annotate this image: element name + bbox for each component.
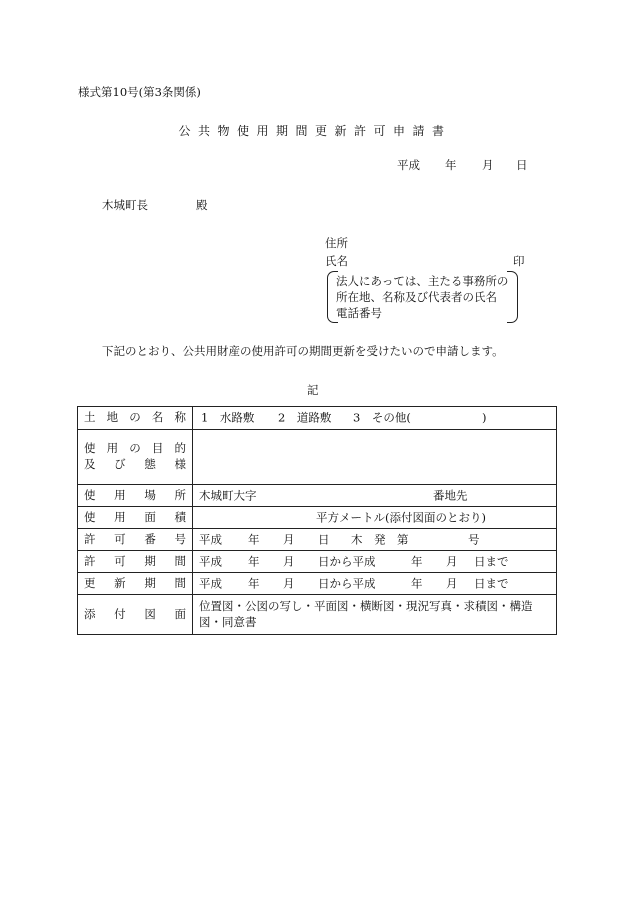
table-row xyxy=(78,507,557,529)
label-char: 新 xyxy=(114,575,126,590)
land-name-label xyxy=(78,407,193,430)
seal-mark: 印 xyxy=(513,254,525,268)
label-char: 場 xyxy=(144,487,156,502)
table-row xyxy=(78,485,557,507)
label-char: 間 xyxy=(174,575,186,590)
label-char: 更 xyxy=(84,575,96,590)
permit-period-label xyxy=(78,551,193,573)
date-year: 年 xyxy=(445,158,457,172)
justified-label xyxy=(84,410,186,426)
label-char: 許 xyxy=(84,553,96,568)
permit-period-year2: 年 xyxy=(411,553,423,568)
label-char: 期 xyxy=(144,553,156,568)
renewal-period-until: 日まで xyxy=(474,575,509,590)
date-day: 日 xyxy=(516,158,528,172)
label-char: 様 xyxy=(174,457,186,471)
label-char: の xyxy=(129,410,141,425)
permit-no-suffix: 号 xyxy=(468,531,480,546)
permit-period-month: 月 xyxy=(283,553,295,568)
label-char: 可 xyxy=(114,531,126,546)
renewal-period-year2: 年 xyxy=(411,575,423,590)
renewal-period-year: 年 xyxy=(248,575,260,590)
attachments-label xyxy=(78,595,193,635)
label-char: 使 xyxy=(84,509,96,524)
place-prefix: 木城町大字 xyxy=(199,487,257,502)
label-char: 間 xyxy=(174,553,186,568)
label-char: 使 xyxy=(84,441,96,456)
area-label xyxy=(78,507,193,529)
permit-no-month: 月 xyxy=(283,531,295,546)
permit-period-month2: 月 xyxy=(446,553,458,568)
land-option-3-close: ) xyxy=(482,410,487,425)
renewal-period-era: 平成 xyxy=(199,575,222,590)
justified-label xyxy=(84,576,186,592)
label-char: 的 xyxy=(174,441,186,456)
label-char: 付 xyxy=(114,606,126,621)
label-char: 地 xyxy=(106,410,119,425)
label-char: 用 xyxy=(114,487,126,502)
land-option-3: 3 その他( xyxy=(353,410,411,425)
application-detail-table xyxy=(77,406,557,635)
permit-no-value xyxy=(193,529,557,551)
area-value xyxy=(193,507,557,529)
permit-period-until: 日まで xyxy=(474,553,509,568)
renewal-period-month: 月 xyxy=(283,575,295,590)
corporate-note-bracket xyxy=(327,271,518,323)
label-char: 態 xyxy=(144,457,156,471)
permit-period-from: 日から平成 xyxy=(318,553,376,568)
addressee-honorific: 殿 xyxy=(196,198,208,212)
ki-heading: 記 xyxy=(307,383,319,397)
justified-label xyxy=(84,457,186,473)
note-line-3: 電話番号 xyxy=(336,306,382,320)
label-char: 称 xyxy=(174,410,186,425)
permit-no-year: 年 xyxy=(248,531,260,546)
renewal-period-month2: 月 xyxy=(446,575,458,590)
note-line-2: 所在地、名称及び代表者の氏名 xyxy=(336,290,497,304)
date-month: 月 xyxy=(482,158,494,172)
addressee-name: 木城町長 xyxy=(102,198,148,212)
justified-label xyxy=(84,441,186,457)
label-char: 用 xyxy=(106,441,119,456)
land-option-2: 2 道路敷 xyxy=(278,410,332,425)
table-row xyxy=(78,595,557,635)
justified-label xyxy=(84,607,186,623)
address-label: 住所 xyxy=(325,236,348,250)
table-row xyxy=(78,407,557,430)
name-label: 氏名 xyxy=(325,254,348,268)
label-char: 目 xyxy=(151,441,164,456)
purpose-label xyxy=(78,430,193,485)
document-title: 公共物使用期間更新許可申請書 xyxy=(178,124,452,138)
place-value xyxy=(193,485,557,507)
attachments-value: 位置図・公図の写し・平面図・横断図・現況写真・求積図・構造図・同意書 xyxy=(193,595,557,635)
label-char: 可 xyxy=(114,553,126,568)
renewal-period-from: 日から平成 xyxy=(318,575,376,590)
renewal-period-value xyxy=(193,573,557,595)
justified-label xyxy=(84,510,186,526)
area-unit: 平方メートル(添付図面のとおり) xyxy=(316,509,486,524)
label-char: び xyxy=(114,457,126,471)
permit-period-value xyxy=(193,551,557,573)
table-row xyxy=(78,430,557,485)
permit-no-day: 日 xyxy=(318,531,330,546)
land-name-value xyxy=(193,407,557,430)
label-char: 土 xyxy=(84,410,96,425)
application-statement: 下記のとおり、公共用財産の使用許可の期間更新を受けたいので申請します。 xyxy=(102,344,504,358)
label-char: 使 xyxy=(84,487,96,502)
label-char: 期 xyxy=(144,575,156,590)
justified-label xyxy=(84,554,186,570)
justified-label xyxy=(84,532,186,548)
permit-no-prefix: 木 発 第 xyxy=(351,531,409,546)
permit-period-era: 平成 xyxy=(199,553,222,568)
label-char: 番 xyxy=(144,531,156,546)
label-char: 号 xyxy=(174,531,186,546)
label-char: 面 xyxy=(174,606,186,621)
table-row xyxy=(78,573,557,595)
permit-period-year: 年 xyxy=(248,553,260,568)
label-char: 許 xyxy=(84,531,96,546)
label-char: 及 xyxy=(84,457,96,471)
justified-label xyxy=(84,488,186,504)
label-char: 積 xyxy=(174,509,186,524)
label-char: 添 xyxy=(84,606,96,621)
label-char: 面 xyxy=(144,509,156,524)
date-era: 平成 xyxy=(397,158,420,172)
permit-no-label xyxy=(78,529,193,551)
place-label xyxy=(78,485,193,507)
form-number: 様式第10号(第3条関係) xyxy=(78,85,201,99)
land-option-1: 1 水路敷 xyxy=(201,410,255,425)
purpose-value[interactable] xyxy=(193,430,557,485)
label-char: 図 xyxy=(144,606,156,621)
label-char: の xyxy=(129,441,141,456)
note-line-1: 法人にあっては、主たる事務所の xyxy=(336,274,509,288)
place-suffix: 番地先 xyxy=(433,487,468,502)
label-char: 所 xyxy=(174,487,186,502)
right-bracket xyxy=(507,271,518,323)
table-row xyxy=(78,529,557,551)
permit-no-era: 平成 xyxy=(199,531,222,546)
renewal-period-label xyxy=(78,573,193,595)
label-char: 用 xyxy=(114,509,126,524)
table-row xyxy=(78,551,557,573)
label-char: 名 xyxy=(151,410,164,425)
